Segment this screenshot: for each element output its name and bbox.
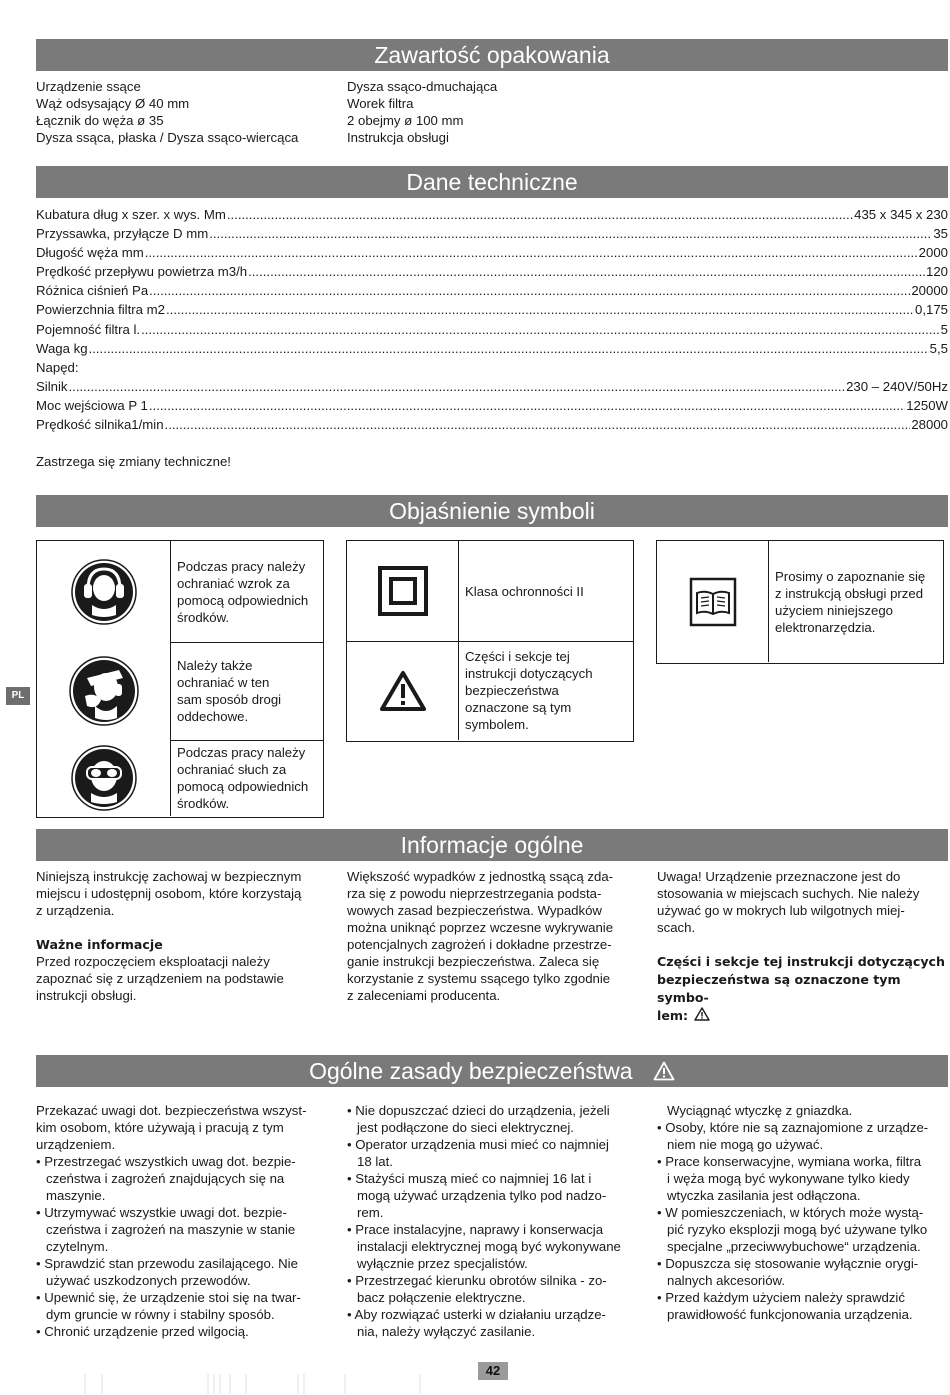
bullet-line: specjalne „przeciwwybuchowe“ urządzenia. — [667, 1239, 921, 1254]
spec-leader — [149, 281, 910, 300]
bullet-line: • Chronić urządzenie przed wilgocią. — [36, 1324, 249, 1339]
symbol-text-line: Klasa ochronności II — [465, 583, 584, 599]
spec-label: Prędkość przepływu powietrza m3/h — [36, 264, 248, 280]
paragraph-line: używać go w mokrych lub wilgotnych miej- — [657, 903, 905, 918]
contents-item: Urządzenie ssące — [36, 79, 141, 94]
spec-value: 5 — [940, 321, 948, 337]
page-number: 42 — [478, 1362, 508, 1380]
symbol-text-line: z instrukcją obsługi przed — [775, 585, 924, 601]
bullet-item — [36, 1323, 336, 1340]
safety-column-3 — [657, 1102, 949, 1323]
bullet-line: • Dopuszcza się stosowanie wyłącznie orygi- — [657, 1256, 919, 1271]
general-column-1 — [36, 868, 336, 1004]
spec-leader — [166, 300, 914, 319]
section-header-general: Informacje ogólne — [36, 829, 948, 861]
class-symbol-table — [346, 540, 634, 742]
bullet-item — [347, 1170, 647, 1221]
spec-row — [36, 224, 948, 243]
paragraph-line: potencjalnych zagrożeń i dokładne przestrze- — [347, 937, 612, 952]
warning-triangle-icon — [653, 1057, 675, 1089]
bullet-item — [347, 1306, 647, 1340]
paragraph-line: Wyciągnąć wtyczkę z gniazdka. — [667, 1103, 853, 1118]
bullet-line: dym gruncie w równy i stabilny sposób. — [46, 1307, 275, 1322]
spec-label: Silnik — [36, 378, 68, 394]
bullet-line: • Aby rozwiązać usterki w działaniu urządze- — [347, 1307, 606, 1322]
symbol-row-hearing — [37, 740, 323, 816]
bullet-line: • Przed każdym użyciem należy sprawdzić — [657, 1290, 905, 1305]
symbol-text-line: ochraniać w ten — [177, 675, 270, 690]
symbol-text-line: symbolem. — [465, 717, 529, 732]
spec-row — [36, 377, 948, 396]
symbol-text-line: Podczas pracy należy — [177, 558, 306, 574]
symbol-text-line: ochraniać słuch za — [177, 762, 287, 777]
symbol-text-line: Podczas pracy należy — [177, 745, 306, 760]
spec-leader — [69, 377, 846, 396]
spec-leader — [149, 396, 905, 415]
symbol-row-warning — [347, 641, 633, 740]
spec-leader — [248, 262, 925, 281]
footer-marks — [80, 1372, 440, 1394]
bullet-line: • Prace instalacyjne, naprawy i konserwacja — [347, 1222, 604, 1237]
bullet-item — [657, 1119, 949, 1153]
bullet-line: • Sprawdzić stan przewodu zasilającego. Nie — [36, 1256, 298, 1271]
spec-value: 120 — [925, 264, 948, 280]
contents-item: Worek filtra — [347, 96, 414, 111]
bullet-line: • W pomieszczeniach, w których może wystą- — [657, 1205, 924, 1220]
respirator-icon — [37, 642, 171, 740]
bullet-line: niem nie mogą go używać. — [667, 1137, 824, 1152]
spec-row — [36, 339, 948, 358]
spec-label: Powierzchnia filtra m2 — [36, 302, 165, 318]
spec-row — [36, 281, 948, 300]
spec-leader — [141, 320, 940, 339]
spec-value: 20000 — [911, 283, 948, 299]
contents-item: Łącznik do węża ø 35 — [36, 113, 164, 128]
contents-item: Instrukcja obsługi — [347, 130, 449, 145]
bullet-line: rem. — [357, 1205, 384, 1220]
spec-label: Pojemność filtra l. — [36, 321, 141, 337]
general-column-3 — [657, 868, 949, 1025]
bullet-line: jest podłączone do sieci elektrycznej. — [357, 1120, 574, 1135]
contents-item: Dysza ssąca, płaska / Dysza ssąco-wiercąca — [36, 130, 299, 145]
bullet-line: czeństwa i zagrożeń znajdujących się na — [46, 1171, 285, 1186]
spec-label: Przyssawka, przyłącze D mm — [36, 226, 209, 242]
spec-row — [36, 262, 948, 281]
contents-item: Wąż odsysający Ø 40 mm — [36, 96, 190, 111]
spec-row — [36, 205, 948, 224]
warning-triangle-icon — [694, 1008, 710, 1023]
symbol-row-manual — [657, 541, 943, 662]
paragraph-line: ganie instrukcji bezpieczeństwa. Zaleca się — [347, 954, 600, 969]
bullet-line: • Przestrzegać kierunku obrotów silnika - zo- — [347, 1273, 607, 1288]
bullet-item — [347, 1272, 647, 1306]
spec-value: 1250W — [906, 397, 948, 413]
symbol-text-line: Części i sekcje tej — [465, 649, 570, 664]
bullet-line: używać uszkodzonych przewodów. — [46, 1273, 251, 1288]
symbol-text-line: Prosimy o zapoznanie się — [775, 568, 926, 584]
ppe-symbol-table — [36, 540, 324, 818]
paragraph-line: Niniejszą instrukcję zachowaj w bezpiecznym — [36, 869, 302, 884]
bullet-line: pić ryzyko eksplozji mogą być używane tylko — [667, 1222, 928, 1237]
spec-value: 2000 — [918, 245, 948, 261]
symbol-row-breath — [37, 642, 323, 740]
bullet-line: bacz połączenie elektryczne. — [357, 1290, 526, 1305]
bullet-line: czeństwa i zagrożeń na maszynie w stanie — [46, 1222, 296, 1237]
bullet-item — [36, 1289, 336, 1323]
bullet-item — [657, 1204, 949, 1255]
spec-label: Napęd: — [36, 359, 79, 375]
bullet-line: wyłącznie przez specjalistów. — [357, 1256, 528, 1271]
language-tab: PL — [6, 687, 30, 705]
spec-label: Waga kg — [36, 340, 88, 356]
spec-row — [36, 300, 948, 319]
bullet-line: prawidłowość funkcjonowania urządzenia. — [667, 1307, 913, 1322]
section-header-symbols: Objaśnienie symboli — [36, 495, 948, 527]
contents-item: Dysza ssąco-dmuchająca — [347, 79, 498, 94]
safety-column-2 — [347, 1102, 647, 1340]
spec-value: 28000 — [911, 417, 948, 433]
bullet-item — [36, 1255, 336, 1289]
bullet-line: 18 lat. — [357, 1154, 393, 1169]
ear-protection-icon — [37, 541, 171, 642]
symbol-text-line: użyciem niniejszego — [775, 602, 894, 618]
symbol-text-line: sam sposób drogi — [177, 692, 282, 707]
section-header-safety: Ogólne zasady bezpieczeństwa — [36, 1055, 948, 1087]
section-header-tech: Dane techniczne — [36, 166, 948, 198]
symbol-text-line: bezpieczeństwa — [465, 683, 559, 698]
bullet-line: • Nie dopuszczać dzieci do urządzenia, jeżeli — [347, 1103, 610, 1118]
paragraph-line: urządzeniem. — [36, 1137, 116, 1152]
paragraph-line: kim osobom, które używają i pracują z tym — [36, 1120, 284, 1135]
bullet-item — [36, 1204, 336, 1255]
important-title: Ważne informacje — [36, 937, 163, 952]
spec-value: 435 x 345 x 230 — [854, 207, 948, 222]
spec-row — [36, 396, 948, 415]
paragraph-line: korzystanie z systemu ssącego tylko zgodnie — [347, 971, 611, 986]
symbol-row-eye — [37, 541, 323, 642]
bullet-item — [657, 1153, 949, 1204]
paragraph-line: bezpieczeństwa są oznaczone tym symbo- — [657, 972, 901, 1005]
bullet-line: • Stażyści muszą mieć co najmniej 16 lat i — [347, 1171, 592, 1186]
bullet-line: maszynie. — [46, 1188, 106, 1203]
bullet-line: • Utrzymywać wszystkie uwagi dot. bezpie- — [36, 1205, 287, 1220]
symbol-text-line: oddechowe. — [177, 709, 249, 724]
safety-column-1 — [36, 1102, 336, 1340]
symbol-text-line: ochraniać wzrok za — [177, 575, 290, 591]
paragraph-line: z zaleceniami producenta. — [347, 988, 501, 1003]
bullet-item — [36, 1153, 336, 1204]
contents-list-right — [347, 78, 497, 146]
spec-value: 35 — [933, 226, 948, 242]
spec-leader — [165, 415, 911, 434]
bullet-line: • Upewnić się, że urządzenie stoi się na twar- — [36, 1290, 301, 1305]
warning-triangle-icon — [347, 641, 459, 740]
read-manual-icon — [657, 541, 769, 662]
spec-row — [36, 415, 948, 434]
paragraph-line: Przed rozpoczęciem eksploatacji należy — [36, 954, 270, 969]
bullet-line: i węża mogą być wykonywane tylko kiedy — [667, 1171, 910, 1186]
protection-class-ii-icon — [347, 541, 459, 641]
bullet-line: nia, należy wyłączyć zasilanie. — [357, 1324, 536, 1339]
bullet-item — [347, 1221, 647, 1272]
spec-value: 0,175 — [914, 302, 948, 318]
bullet-line: czytelnym. — [46, 1239, 109, 1254]
paragraph-line: scach. — [657, 920, 696, 935]
paragraph-line: lem: — [657, 1007, 949, 1025]
paragraph-line: z urządzenia. — [36, 903, 115, 918]
manual-symbol-table — [656, 540, 944, 664]
paragraph-line: Uwaga! Urządzenie przeznaczone jest do — [657, 869, 901, 884]
spec-leader — [145, 243, 918, 262]
symbol-row-class2 — [347, 541, 633, 641]
paragraph-line: można uniknąć poprzez wczesne wykrywanie — [347, 920, 614, 935]
general-column-2 — [347, 868, 647, 1004]
bullet-line: • Osoby, które nie są zaznajomione z urządze- — [657, 1120, 929, 1135]
symbol-text-line: pomocą odpowiednich — [177, 779, 309, 794]
paragraph-line: miejscu i udostępnij osobom, które korzystają — [36, 886, 302, 901]
section-header-contents: Zawartość opakowania — [36, 39, 948, 71]
bullet-line: wtyczka zasilania jest odłączona. — [667, 1188, 861, 1203]
spec-value: 5,5 — [929, 340, 948, 356]
bullet-line: mogą używać urządzenia tylko pod nadzo- — [357, 1188, 607, 1203]
paragraph-line: instrukcji obsługi. — [36, 988, 137, 1003]
paragraph-line: Części i sekcje tej instrukcji dotyczących — [657, 954, 945, 969]
symbol-text-line: elektronarzędzia. — [775, 619, 876, 635]
symbol-text-line: środków. — [177, 609, 230, 625]
symbol-text-line: instrukcji dotyczących — [465, 666, 593, 681]
bullet-item — [347, 1102, 647, 1136]
spec-label: Kubatura dług x szer. x wys. Mm — [36, 207, 226, 222]
paragraph-line: stosowania w miejscach suchych. Nie należy — [657, 886, 920, 901]
contents-list-left — [36, 78, 298, 146]
symbol-text-line: pomocą odpowiednich — [177, 592, 309, 608]
contents-item: 2 obejmy ø 100 mm — [347, 113, 464, 128]
bullet-line: instalacji elektrycznej mogą być wykonywane — [357, 1239, 621, 1254]
spec-leader — [89, 339, 929, 358]
spec-list — [36, 205, 948, 434]
bullet-item — [657, 1289, 949, 1323]
paragraph-line: zapoznać się z urządzeniem na podstawie — [36, 971, 284, 986]
symbol-text-line: Należy także — [177, 658, 253, 673]
spec-label: Różnica ciśnień Pa — [36, 283, 149, 299]
spec-value: 230 – 240V/50Hz — [846, 378, 948, 394]
bullet-line: • Przestrzegać wszystkich uwag dot. bezpie- — [36, 1154, 296, 1169]
safety-goggles-icon — [37, 740, 171, 816]
paragraph-line: Przekazać uwagi dot. bezpieczeństwa wszyst- — [36, 1103, 307, 1118]
bullet-line: nalnych akcesoriów. — [667, 1273, 786, 1288]
paragraph-line: Większość wypadków z jednostką ssącą zda- — [347, 869, 614, 884]
spec-leader — [227, 205, 853, 224]
spec-row — [36, 358, 948, 377]
paragraph-line: wowych zasad bezpieczeństwa. Wypadków — [347, 903, 602, 918]
symbol-text-line: oznaczone są tym — [465, 700, 572, 715]
bullet-line: • Prace konserwacyjne, wymiana worka, filtra — [657, 1154, 922, 1169]
spec-row — [36, 243, 948, 262]
paragraph-line: rza się z powodu nieprzestrzegania podsta- — [347, 886, 602, 901]
symbol-text-line: środków. — [177, 796, 230, 811]
spec-leader — [209, 224, 932, 243]
bullet-item — [657, 1255, 949, 1289]
spec-row — [36, 320, 948, 339]
spec-label: Długość węża mm — [36, 245, 144, 261]
spec-label: Prędkość silnika1/min — [36, 417, 164, 433]
safety-symbol-note — [657, 953, 949, 1025]
tech-note: Zastrzega się zmiany techniczne! — [36, 454, 231, 469]
spec-label: Moc wejściowa P 1 — [36, 397, 148, 413]
bullet-item — [347, 1136, 647, 1170]
bullet-line: • Operator urządzenia musi mieć co najmniej — [347, 1137, 609, 1152]
